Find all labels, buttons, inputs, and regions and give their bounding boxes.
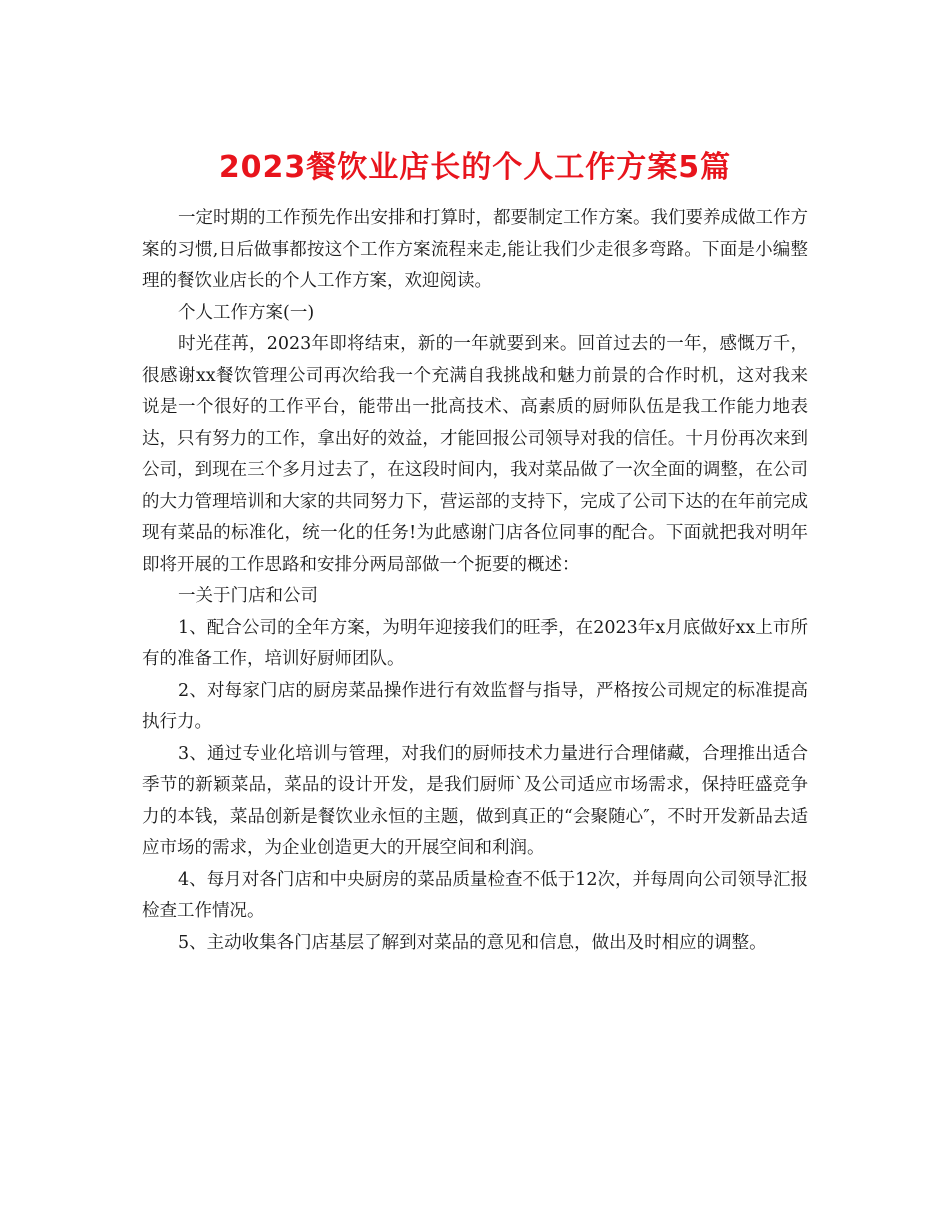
list-item: 3、通过专业化培训与管理，对我们的厨师技术力量进行合理储藏，合理推出适合季节的新颖菜品，菜品的设计开发，是我们厨师`及公司适应市场需求，保持旺盛竞争力的本钱，菜品创新是餐饮业永恒的主题，做到真正的“会聚随心″，不时开发新品去适应市场的需求，为企业创造更大的开展空间和利润。 <box>142 743 808 858</box>
document-body <box>142 203 808 959</box>
review-paragraph: 时光荏苒，2023年即将结束，新的一年就要到来。回首过去的一年，感慨万千，很感谢xx餐饮管理公司再次给我一个充满自我挑战和魅力前景的合作时机，这对我来说是一个很好的工作平台，能带出一批高技术、高素质的厨师队伍是我工作能力地表达，只有努力的工作，拿出好的效益，才能回报公司领导对我的信任。十月份再次来到公司，到现在三个多月过去了，在这段时间内，我对菜品做了一次全面的调整，在公司的大力管理培训和大家的共同努力下，营运部的支持下，完成了公司下达的在年前完成现有菜品的标准化，统一化的任务!为此感谢门店各位同事的配合。下面就把我对明年即将开展的工作思路和安排分两局部做一个扼要的概述： <box>142 334 808 575</box>
page-title: 2023餐饮业店长的个人工作方案5篇 <box>218 150 732 186</box>
intro-paragraph: 一定时期的工作预先作出安排和打算时，都要制定工作方案。我们要养成做工作方案的习惯,日后做事都按这个工作方案流程来走,能让我们少走很多弯路。下面是小编整理的餐饮业店长的个人工作方案，欢迎阅读。 <box>142 208 808 291</box>
list-item: 1、配合公司的全年方案，为明年迎接我们的旺季，在2023年x月底做好xx上市所有的准备工作，培训好厨师团队。 <box>142 617 808 669</box>
section-heading-plan-one: 个人工作方案(一) <box>178 302 315 323</box>
list-item: 2、对每家门店的厨房菜品操作进行有效监督与指导，严格按公司规定的标准提高执行力。 <box>142 680 808 732</box>
subsection-heading-store-and-company: 一关于门店和公司 <box>178 586 318 606</box>
list-item: 4、每月对各门店和中央厨房的菜品质量检查不低于12次，并每周向公司领导汇报检查工作情况。 <box>142 869 808 921</box>
list-item: 5、主动收集各门店基层了解到对菜品的意见和信息，做出及时相应的调整。 <box>178 932 767 953</box>
